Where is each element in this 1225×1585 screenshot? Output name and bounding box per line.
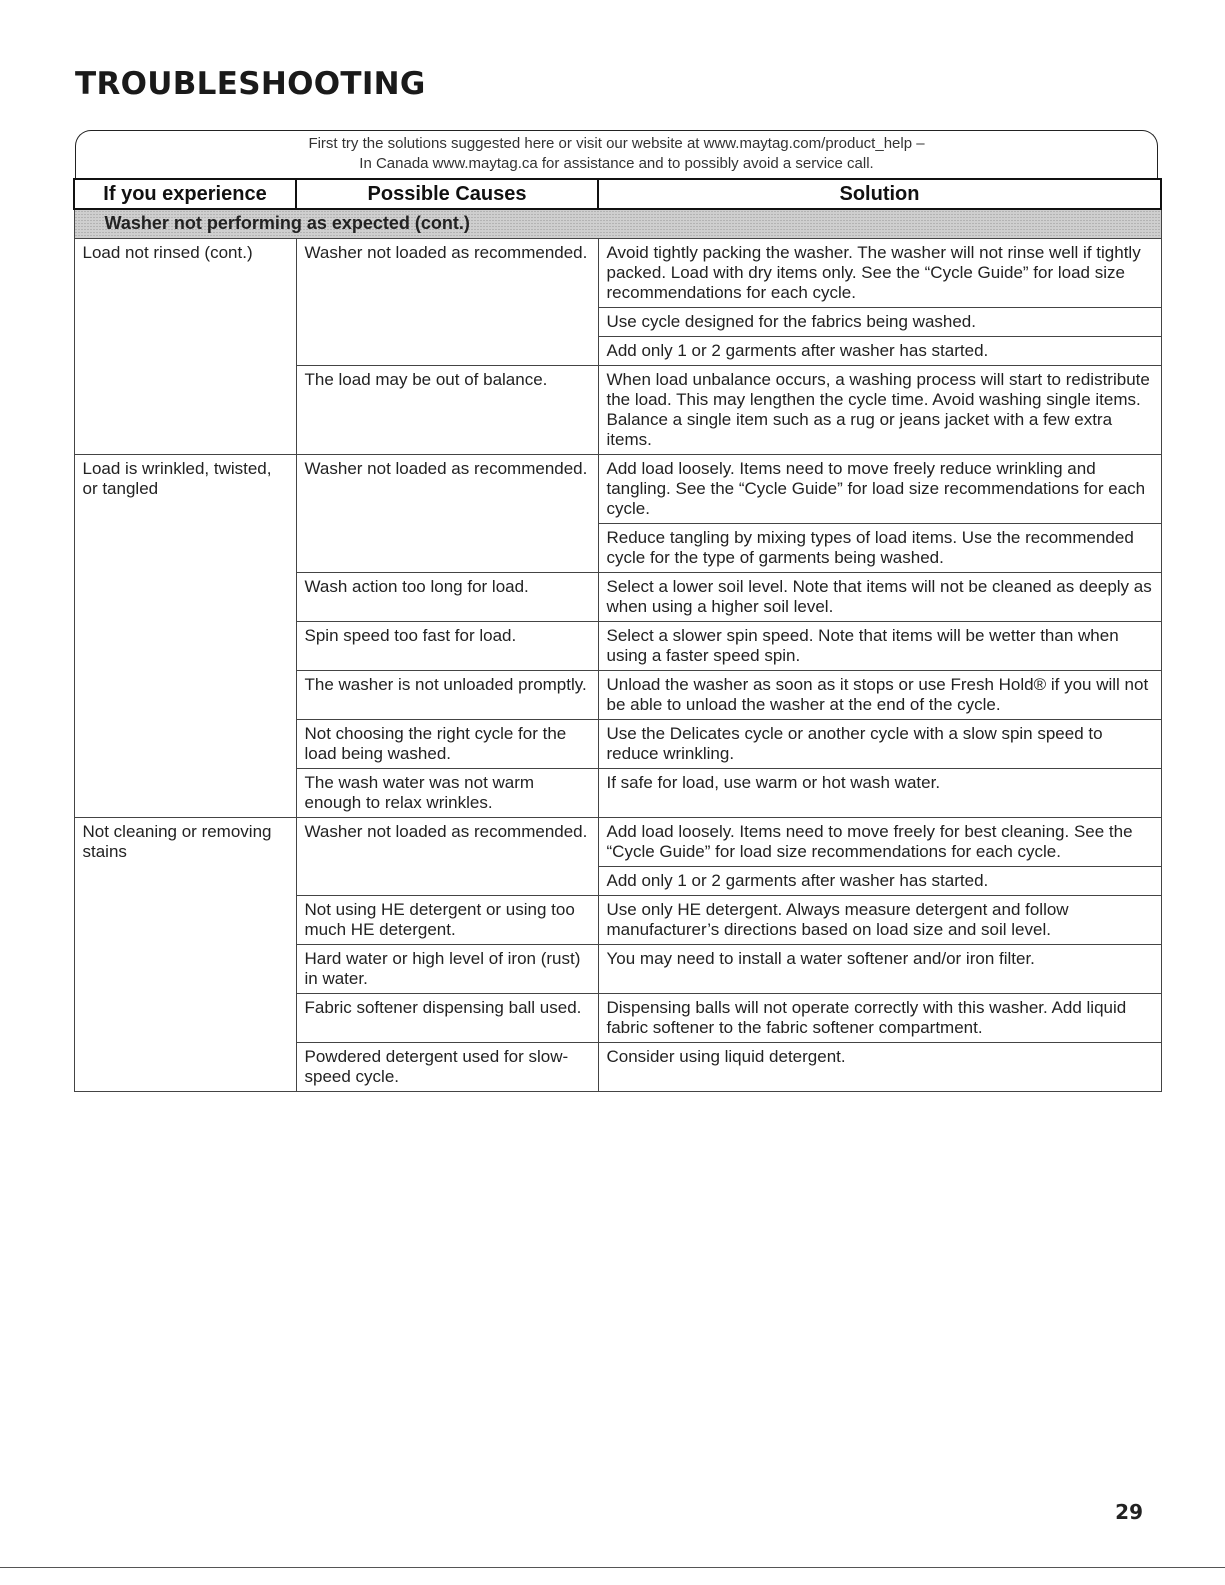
cause-cell: Spin speed too fast for load. xyxy=(296,622,598,671)
header-solution: Solution xyxy=(598,179,1161,209)
experience-cell: Load is wrinkled, twisted, or tangled xyxy=(74,455,296,818)
page-title: TROUBLESHOOTING xyxy=(75,66,426,102)
cause-cell: Washer not loaded as recommended. xyxy=(296,455,598,573)
cause-cell: The washer is not unloaded promptly. xyxy=(296,671,598,720)
page-number: 29 xyxy=(1115,1500,1143,1524)
solution-cell: Avoid tightly packing the washer. The washer will not rinse well if tightly packed. Load with dry items only. See the “Cycle Guide” for load size recommendations for each cycle. xyxy=(598,239,1161,308)
solution-cell: Select a lower soil level. Note that items will not be cleaned as deeply as when using a higher soil level. xyxy=(598,573,1161,622)
bottom-rule xyxy=(0,1567,1225,1568)
experience-cell: Load not rinsed (cont.) xyxy=(74,239,296,455)
solution-cell: Use cycle designed for the fabrics being washed. xyxy=(598,308,1161,337)
header-causes: Possible Causes xyxy=(296,179,598,209)
section-heading: Washer not performing as expected (cont.) xyxy=(74,209,1161,239)
solution-cell: Add only 1 or 2 garments after washer has started. xyxy=(598,337,1161,366)
table-header-row xyxy=(74,179,1161,209)
solution-cell: Use only HE detergent. Always measure detergent and follow manufacturer’s directions based on load size and soil level. xyxy=(598,896,1161,945)
solution-cell: You may need to install a water softener and/or iron filter. xyxy=(598,945,1161,994)
intro-line-1: First try the solutions suggested here or visit our website at www.maytag.com/product_help – xyxy=(308,135,925,152)
solution-cell: Unload the washer as soon as it stops or use Fresh Hold® if you will not be able to unload the washer at the end of the cycle. xyxy=(598,671,1161,720)
header-experience: If you experience xyxy=(74,179,296,209)
cause-cell: Powdered detergent used for slow-speed cycle. xyxy=(296,1043,598,1092)
solution-cell: Select a slower spin speed. Note that items will be wetter than when using a faster speed spin. xyxy=(598,622,1161,671)
experience-cell: Not cleaning or removing stains xyxy=(74,818,296,1092)
solution-cell: Add load loosely. Items need to move freely reduce wrinkling and tangling. See the “Cycle Guide” for load size recommendations for each cycle. xyxy=(598,455,1161,524)
troubleshooting-table xyxy=(73,178,1162,1092)
cause-cell: Wash action too long for load. xyxy=(296,573,598,622)
intro-line-2: In Canada www.maytag.ca for assistance and to possibly avoid a service call. xyxy=(359,155,874,172)
cause-cell: Washer not loaded as recommended. xyxy=(296,818,598,896)
cause-cell: Not choosing the right cycle for the load being washed. xyxy=(296,720,598,769)
solution-cell: Consider using liquid detergent. xyxy=(598,1043,1161,1092)
table-row xyxy=(74,455,1161,524)
section-row xyxy=(74,209,1161,239)
solution-cell: When load unbalance occurs, a washing process will start to redistribute the load. This may lengthen the cycle time. Avoid washing single items. Balance a single item such as a rug or jeans jacket with a few extra items. xyxy=(598,366,1161,455)
intro-box xyxy=(75,130,1158,178)
cause-cell: The load may be out of balance. xyxy=(296,366,598,455)
cause-cell: Fabric softener dispensing ball used. xyxy=(296,994,598,1043)
solution-cell: Reduce tangling by mixing types of load items. Use the recommended cycle for the type of garments being washed. xyxy=(598,524,1161,573)
cause-cell: Hard water or high level of iron (rust) in water. xyxy=(296,945,598,994)
table-row xyxy=(74,239,1161,308)
cause-cell: The wash water was not warm enough to relax wrinkles. xyxy=(296,769,598,818)
cause-cell: Not using HE detergent or using too much HE detergent. xyxy=(296,896,598,945)
solution-cell: Add only 1 or 2 garments after washer has started. xyxy=(598,867,1161,896)
cause-cell: Washer not loaded as recommended. xyxy=(296,239,598,366)
solution-cell: Dispensing balls will not operate correctly with this washer. Add liquid fabric softener to the fabric softener compartment. xyxy=(598,994,1161,1043)
table-row xyxy=(74,818,1161,867)
solution-cell: If safe for load, use warm or hot wash water. xyxy=(598,769,1161,818)
solution-cell: Use the Delicates cycle or another cycle with a slow spin speed to reduce wrinkling. xyxy=(598,720,1161,769)
solution-cell: Add load loosely. Items need to move freely for best cleaning. See the “Cycle Guide” for load size recommendations for each cycle. xyxy=(598,818,1161,867)
